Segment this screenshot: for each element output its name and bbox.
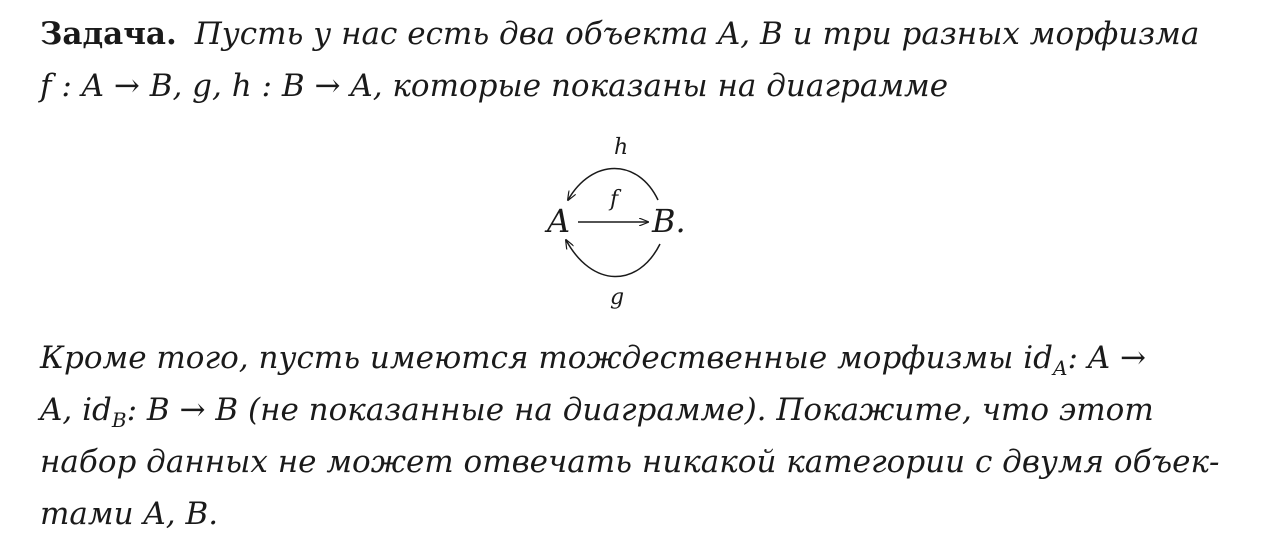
arrow-h-label: h <box>614 135 629 160</box>
paragraph-line-3 <box>40 442 1220 482</box>
commutative-diagram <box>520 120 720 320</box>
paragraph-text-1: Кроме того, пусть имеются тождественные морфизмы id <box>40 340 1054 376</box>
arrow-g-label: g <box>610 285 625 310</box>
problem-label: Задача. <box>40 16 177 52</box>
arrow-g <box>566 240 660 277</box>
paragraph-text-4: тами A, B. <box>40 496 219 532</box>
problem-line-1 <box>40 14 1199 54</box>
paragraph-text-1-tail: : A → <box>1067 340 1146 376</box>
object-b: B. <box>652 202 686 240</box>
problem-text-1: Пусть у нас есть два объекта A, B и три разных морфизма <box>194 16 1200 52</box>
paragraph-text-3: набор данных не может отвечать никакой категории с двумя объек- <box>40 444 1220 480</box>
id-a-subscript: A <box>1053 356 1068 381</box>
arrow-f-label: f <box>610 187 619 212</box>
paragraph-line-4 <box>40 494 218 534</box>
problem-text-2: f : A → B, g, h : B → A, которые показаны на диаграмме <box>40 68 949 104</box>
paragraph-text-2a: A, id <box>40 392 112 428</box>
problem-line-2 <box>40 66 948 106</box>
paragraph-line-1 <box>40 338 1146 388</box>
paragraph-text-2c: (не показанные на диаграмме). Покажите, что этот <box>247 392 1154 428</box>
object-a: A <box>547 202 571 240</box>
paragraph-line-2 <box>40 390 1154 440</box>
id-b-subscript: B <box>111 408 127 433</box>
paragraph-text-2b: : B → B <box>126 392 239 428</box>
diagram-svg <box>520 120 720 320</box>
